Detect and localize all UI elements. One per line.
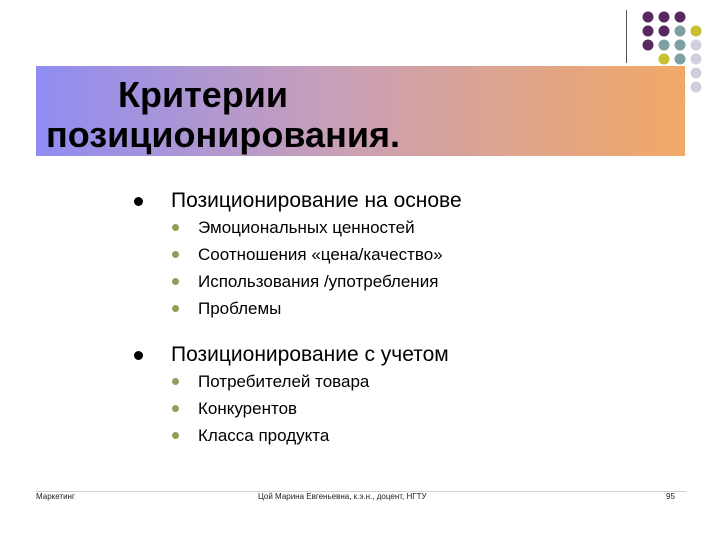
sub-bullet-text: Соотношения «цена/качество» bbox=[198, 245, 443, 264]
sub-bullet-text: Эмоциональных ценностей bbox=[198, 218, 415, 237]
sub-bullet bbox=[134, 295, 694, 322]
sub-bullet-text: Проблемы bbox=[198, 299, 282, 318]
bullet-dot-icon bbox=[134, 197, 143, 206]
slide-title-line-2: позиционирования. bbox=[46, 114, 400, 155]
slide-content bbox=[134, 188, 694, 449]
sub-bullet bbox=[134, 395, 694, 422]
footer-author: Цой Марина Евгеньевна, к.э.н., доцент, НГТУ bbox=[258, 492, 427, 501]
sub-bullet bbox=[134, 268, 694, 295]
bullet-heading-consideration bbox=[134, 342, 694, 368]
sub-bullet-dot-icon bbox=[172, 405, 179, 412]
decorative-dot bbox=[659, 26, 670, 37]
sub-bullet-dot-icon bbox=[172, 224, 179, 231]
sub-bullet-dot-icon bbox=[172, 305, 179, 312]
decorative-dot bbox=[643, 40, 654, 51]
sub-bullet bbox=[134, 368, 694, 395]
sub-bullet bbox=[134, 422, 694, 449]
sub-bullet-dot-icon bbox=[172, 251, 179, 258]
decorative-dot bbox=[659, 54, 670, 65]
slide-title bbox=[46, 75, 666, 155]
decorative-dot bbox=[691, 68, 702, 79]
decorative-dot bbox=[643, 12, 654, 23]
decorative-dot bbox=[659, 12, 670, 23]
footer-page-number: 95 bbox=[666, 492, 675, 501]
decorative-dot bbox=[691, 82, 702, 93]
sub-bullet bbox=[134, 241, 694, 268]
decorative-dot bbox=[659, 40, 670, 51]
bullet-heading-basis bbox=[134, 188, 694, 214]
decorative-dot bbox=[691, 26, 702, 37]
decorative-dot bbox=[675, 40, 686, 51]
sub-bullet-text: Использования /употребления bbox=[198, 272, 439, 291]
bullet-heading-text: Позиционирование с учетом bbox=[171, 343, 449, 366]
sub-bullet-text: Класса продукта bbox=[198, 426, 330, 445]
footer-course: Маркетинг bbox=[36, 492, 75, 501]
bullet-dot-icon bbox=[134, 351, 143, 360]
slide-title-line-1: Критерии bbox=[118, 74, 288, 115]
decorative-dot bbox=[691, 54, 702, 65]
decorative-dot bbox=[675, 54, 686, 65]
sub-bullet bbox=[134, 214, 694, 241]
sub-bullet-dot-icon bbox=[172, 378, 179, 385]
sub-bullet-text: Потребителей товара bbox=[198, 372, 370, 391]
decorative-dot bbox=[643, 26, 654, 37]
section-gap bbox=[134, 322, 694, 342]
decorative-dot bbox=[675, 26, 686, 37]
decorative-vertical-line bbox=[626, 10, 627, 63]
decorative-dot bbox=[675, 12, 686, 23]
decorative-dot bbox=[691, 40, 702, 51]
sub-bullet-dot-icon bbox=[172, 432, 179, 439]
sub-bullet-dot-icon bbox=[172, 278, 179, 285]
sub-bullet-text: Конкурентов bbox=[198, 399, 298, 418]
bullet-heading-text: Позиционирование на основе bbox=[171, 189, 462, 212]
